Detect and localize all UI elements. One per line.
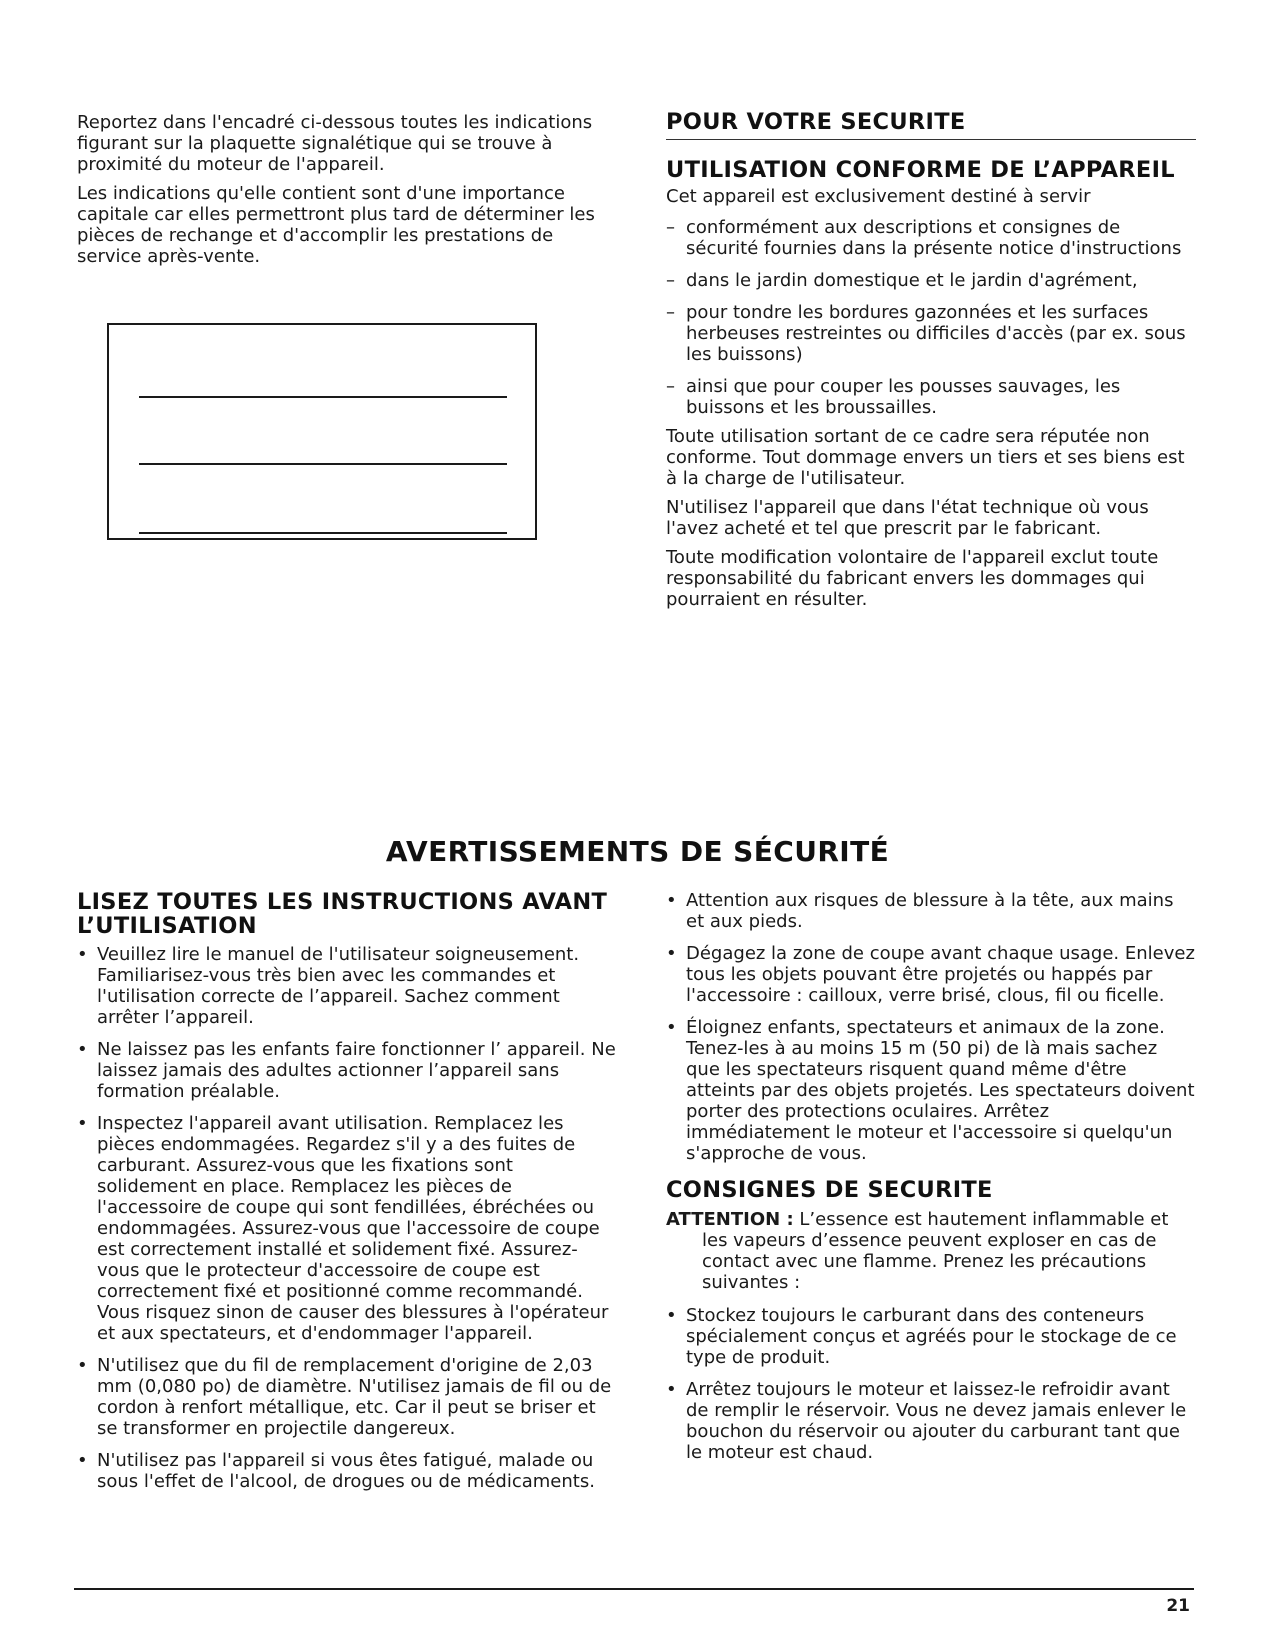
safety-section [666,110,1196,618]
bullet-marker: • [666,943,677,964]
list-item: • N'utilisez pas l'appareil si vous êtes fatigué, malade ou sous l'effet de l'alcool, de drogues ou de médicaments. [77,1450,595,1492]
list-item: • N'utilisez que du fil de remplacement d'origine de 2,03 mm (0,080 po) de diamètre. N'utilisez jamais de fil ou de cordon à renfort métallique, etc. Car il peut se briser et se transformer en projectile dangereux. [77,1355,612,1439]
fuel-list [666,1305,1196,1463]
list-item: – conformément aux descriptions et consignes de sécurité fournies dans la présente notice d'instructions [666,217,1182,259]
list-item: • Inspectez l'appareil avant utilisation. Remplacez les pièces endommagées. Regardez s'il y a des fuites de carburant. Assurez-vous que les fixations sont solidement en place. Remplacez les pièces de l'accessoire de coupe qui sont fendillées, ébréchées ou endommagées. Assurez-vous que l'accessoire de coupe est correctement installé et solidement fixé. Assurez-vous que le protecteur d'accessoire de coupe est correctement fixé et positionné comme recommandé. Vous risquez sinon de causer des blessures à l'opérateur et aux spectateurs, et d'endommager l'appareil. [77,1113,609,1344]
sub-heading: CONSIGNES DE SECURITE [666,1177,993,1203]
bullet-marker: • [77,1355,88,1376]
section-heading: LISEZ TOUTES LES INSTRUCTIONS AVANT L’UTILISATION [77,889,608,939]
nameplate-instructions [77,112,617,275]
footer-rule [74,1588,1194,1590]
page-number: 21 [1166,1596,1190,1616]
list-item: – dans le jardin domestique et le jardin d'agrément, [666,270,1138,291]
list-item: – pour tondre les bordures gazonnées et les surfaces herbeuses restreintes ou difficiles d'accès (par ex. sous les buissons) [666,302,1186,365]
read-instructions-section [77,890,617,1503]
bullet-marker: • [77,944,88,965]
intended-use-list [666,217,1196,418]
list-item: • Éloignez enfants, spectateurs et animaux de la zone. Tenez-les à au moins 15 m (50 pi) de là mais sachez que les spectateurs risquent quand même d'être atteints par des objets projetés. Les spectateurs doivent porter des protections oculaires. Arrêtez immédiatement le moteur et l'accessoire si quelqu'un s'approche de vous. [666,1017,1195,1164]
bullet-marker: • [666,890,677,911]
bullet-marker: • [77,1039,88,1060]
list-item: • Arrêtez toujours le moteur et laissez-le refroidir avant de remplir le réservoir. Vous ne devez jamais enlever le bouchon du réservoir ou ajouter du carburant tant que le moteur est chaud. [666,1379,1187,1463]
bullet-marker: • [666,1017,677,1038]
warnings-list [666,890,1196,1164]
bullet-marker: • [666,1305,677,1326]
body-paragraph: Toute modification volontaire de l'appareil exclut toute responsabilité du fabricant envers les dommages qui pourraient en résulter. [666,547,1159,610]
list-item: • Attention aux risques de blessure à la tête, aux mains et aux pieds. [666,890,1174,932]
attention-label: ATTENTION : [666,1209,794,1230]
list-item: • Ne laissez pas les enfants faire fonctionner l’ appareil. Ne laissez jamais des adultes actionner l’appareil sans formation préalable. [77,1039,616,1102]
section-heading: POUR VOTRE SECURITE [666,110,1196,140]
list-item: • Stockez toujours le carburant dans des conteneurs spécialement conçus et agréés pour le stockage de ce type de produit. [666,1305,1177,1368]
list-item: – ainsi que pour couper les pousses sauvages, les buissons et les broussailles. [666,376,1121,418]
body-paragraph: N'utilisez l'appareil que dans l'état technique où vous l'avez acheté et tel que prescrit par le fabricant. [666,497,1149,539]
dash-marker: – [666,302,675,323]
fuel-attention-note: ATTENTION : L’essence est hautement inflammable et les vapeurs d’essence peuvent exploser en cas de contact avec une flamme. Prenez les précautions suivantes : [666,1209,1169,1293]
bullet-marker: • [666,1379,677,1400]
bullet-marker: • [77,1113,88,1134]
intro-paragraph: Reportez dans l'encadré ci-dessous toutes les indications figurant sur la plaquette signalétique qui se trouve à proximité du moteur de l'appareil. [77,112,593,175]
dash-marker: – [666,270,675,291]
record-line[interactable] [139,463,507,465]
page-title: AVERTISSEMENTS DE SÉCURITÉ [385,835,890,868]
body-paragraph: Toute utilisation sortant de ce cadre sera réputée non conforme. Tout dommage envers un tiers et ses biens est à la charge de l'utilisateur. [666,426,1185,489]
list-item: • Dégagez la zone de coupe avant chaque usage. Enlevez tous les objets pouvant être projetés ou happés par l'accessoire : cailloux, verre brisé, clous, fil ou ficelle. [666,943,1195,1006]
instructions-list [77,944,617,1492]
bullet-marker: • [77,1450,88,1471]
list-item: • Veuillez lire le manuel de l'utilisateur soigneusement. Familiarisez-vous très bien avec les commandes et l'utilisation correcte de l’appareil. Sachez comment arrêter l’appareil. [77,944,580,1028]
nameplate-record-box [107,323,537,540]
intended-use-intro: Cet appareil est exclusivement destiné à servir [666,186,1091,207]
intro-paragraph: Les indications qu'elle contient sont d'une importance capitale car elles permettront plus tard de déterminer les pièces de rechange et d'accomplir les prestations de service après-vente. [77,183,595,267]
record-line[interactable] [139,532,507,534]
record-line[interactable] [139,396,507,398]
dash-marker: – [666,217,675,238]
sub-heading: UTILISATION CONFORME DE L’APPAREIL [666,157,1175,183]
warnings-right-section [666,890,1196,1474]
dash-marker: – [666,376,675,397]
